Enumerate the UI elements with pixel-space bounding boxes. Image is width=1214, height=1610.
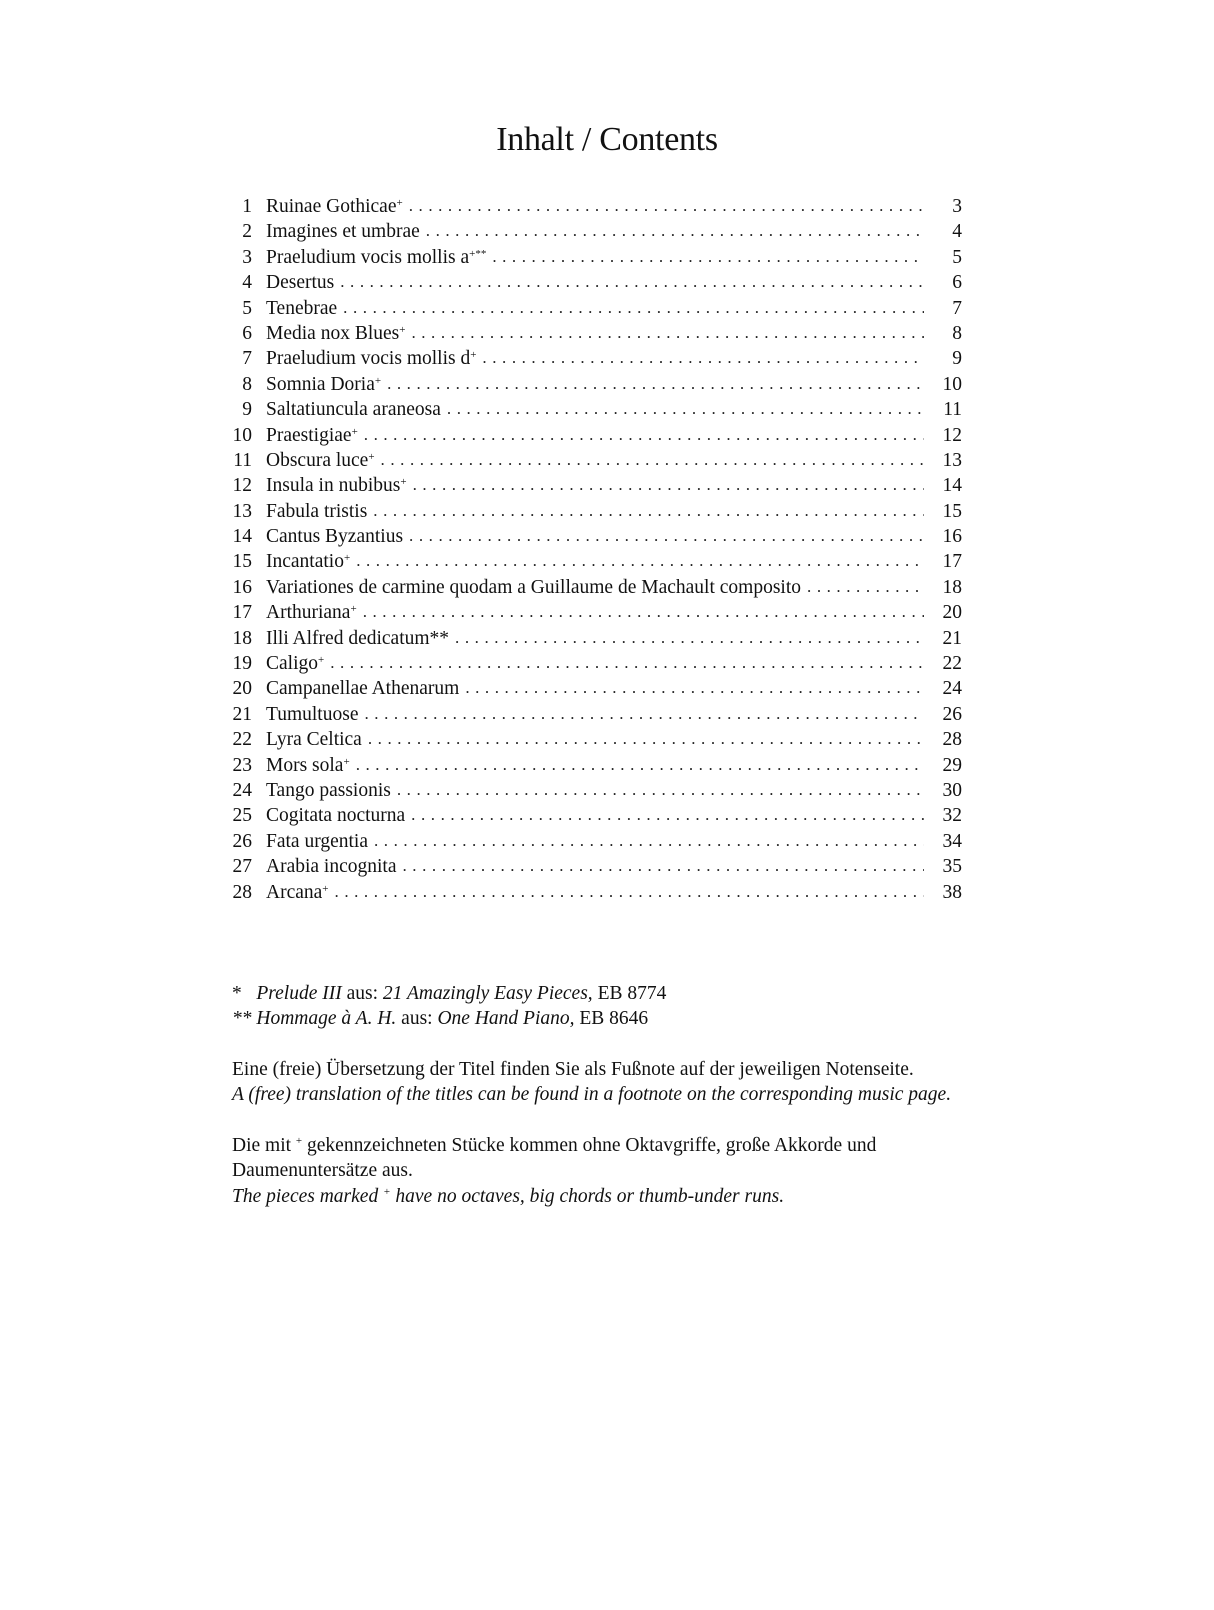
toc-leader-dots	[411, 802, 924, 827]
toc-entry	[232, 448, 962, 473]
toc-entry-mark: +	[351, 425, 358, 438]
toc-entry-title	[266, 575, 801, 600]
toc-entry-mark: +	[318, 654, 325, 667]
toc-entry-page: 24	[942, 678, 962, 700]
toc-entry	[232, 600, 962, 625]
toc-entry-title-text: Tango passionis	[266, 779, 391, 801]
footnote-code: EB 8774	[597, 983, 667, 1004]
toc-leader-dots	[368, 726, 924, 751]
toc-entry-number: 3	[242, 246, 252, 268]
toc-entry-number: 7	[242, 348, 252, 370]
toc-entry	[232, 651, 962, 676]
toc-entry-number: 18	[232, 627, 252, 649]
toc-entry-title-text: Fata urgentia	[266, 830, 368, 852]
toc-entry-number: 2	[242, 221, 252, 243]
footnote-source: 21 Amazingly Easy Pieces,	[382, 983, 593, 1004]
toc-entry-mark: +	[470, 349, 477, 362]
toc-entry-title	[266, 296, 337, 321]
toc-entry-title	[266, 803, 405, 828]
toc-entry-title	[266, 524, 403, 549]
toc-entry-title-text: Praeludium vocis mollis d	[266, 348, 471, 370]
toc-entry-mark: +	[399, 323, 406, 336]
marked-pieces-note	[232, 1133, 972, 1209]
toc-entry	[232, 575, 962, 600]
toc-leader-dots	[364, 701, 924, 726]
toc-entry-page: 28	[942, 729, 962, 751]
toc-entry-title	[266, 219, 420, 244]
toc-entry-number: 12	[232, 475, 252, 497]
toc-leader-dots	[381, 447, 924, 472]
plus-mark: +	[383, 1185, 391, 1198]
toc-entry-title-text: Praestigiae	[266, 424, 352, 446]
toc-entry-mark: +	[350, 603, 357, 616]
toc-entry-page: 5	[952, 246, 962, 268]
footnote-aus: aus:	[401, 1008, 433, 1030]
plus-mark: +	[295, 1135, 303, 1147]
toc-entry-title	[266, 499, 367, 524]
toc-entry-title	[266, 727, 362, 752]
toc-entry-number: 24	[232, 779, 252, 801]
toc-entry-number: 6	[242, 322, 252, 344]
toc-leader-dots	[397, 777, 924, 802]
marked-note-de-before: Die mit	[232, 1135, 292, 1156]
toc-entry-title-text: Media nox Blues	[266, 322, 400, 344]
toc-entry-mark: +	[322, 882, 329, 895]
footnote-work: Hommage à A. H.	[256, 1008, 397, 1030]
toc-entry-mark: +**	[469, 247, 487, 260]
toc-entry-title	[266, 829, 368, 854]
toc-entry-number: 23	[232, 754, 252, 776]
translation-note-de: Eine (freie) Übersetzung der Titel finden Sie als Fußnote auf der jeweiligen Notenseite.	[232, 1059, 914, 1080]
marked-note-en-after: have no octaves, big chords or thumb-under runs.	[395, 1185, 785, 1207]
toc-entry-page: 7	[952, 297, 962, 319]
toc-entry-page: 11	[943, 399, 962, 421]
toc-entry-page: 15	[942, 500, 962, 522]
footnote-marker: **	[232, 1008, 252, 1030]
toc-entry-page: 38	[942, 881, 962, 903]
toc-entry	[232, 727, 962, 752]
toc-entry-title	[266, 346, 476, 371]
toc-entry-page: 13	[942, 449, 962, 471]
toc-entry-page: 14	[942, 475, 962, 497]
toc-entry-number: 4	[242, 272, 252, 294]
toc-entry-number: 13	[232, 500, 252, 522]
toc-leader-dots	[373, 498, 924, 523]
toc-leader-dots	[374, 828, 924, 853]
translation-note	[232, 1057, 972, 1108]
toc-entry-mark: +	[396, 197, 403, 209]
toc-entry-title-text: Obscura luce	[266, 449, 369, 471]
footnote-marker: *	[232, 983, 242, 1004]
toc-entry-title	[266, 778, 391, 803]
toc-entry-number: 1	[242, 196, 252, 217]
toc-entry-number: 21	[232, 703, 252, 725]
toc-entry-title	[266, 270, 334, 295]
toc-entry	[232, 803, 962, 828]
toc-entry	[232, 423, 962, 448]
table-of-contents	[232, 194, 962, 905]
toc-entry-page: 8	[952, 322, 962, 344]
toc-entry-title	[266, 626, 449, 651]
toc-entry	[232, 829, 962, 854]
toc-entry-mark: +	[343, 755, 350, 768]
toc-entry-number: 20	[232, 678, 252, 700]
toc-entry-number: 27	[232, 856, 252, 878]
toc-entry-page: 9	[952, 348, 962, 370]
toc-entry	[232, 626, 962, 651]
toc-entry-number: 25	[232, 805, 252, 827]
toc-entry-mark: +	[368, 450, 375, 463]
page-title: Inhalt / Contents	[496, 121, 718, 158]
toc-entry-page: 22	[942, 653, 962, 675]
toc-leader-dots	[455, 625, 924, 650]
toc-leader-dots	[356, 548, 924, 573]
toc-entry-title-text: Mors sola	[266, 754, 344, 776]
toc-entry-title-text: Imagines et umbrae	[266, 221, 420, 243]
toc-entry-mark: +	[343, 552, 351, 565]
toc-leader-dots	[343, 295, 924, 320]
toc-entry-title	[266, 245, 486, 270]
toc-entry	[232, 346, 962, 371]
toc-entry-title-text: Campanellae Athenarum	[266, 678, 460, 700]
toc-entry-title-text: Ruinae Gothicae	[266, 196, 397, 217]
toc-entry-page: 17	[942, 551, 962, 573]
toc-entry-title	[266, 423, 358, 448]
toc-leader-dots	[363, 599, 924, 624]
footnote-2	[232, 1006, 962, 1031]
toc-entry-title	[266, 600, 357, 625]
toc-entry	[232, 372, 962, 397]
toc-entry-number: 16	[232, 576, 252, 598]
toc-entry-number: 11	[233, 449, 252, 471]
toc-entry-number: 19	[232, 653, 252, 675]
toc-entry	[232, 473, 962, 498]
toc-entry-title-text: Cogitata nocturna	[266, 805, 406, 827]
toc-entry-title	[266, 651, 324, 676]
toc-entry-title	[266, 854, 397, 879]
toc-entry	[232, 753, 962, 778]
toc-entry	[232, 702, 962, 727]
toc-leader-dots	[409, 193, 924, 218]
toc-entry-title	[266, 372, 381, 397]
toc-entry	[232, 296, 962, 321]
toc-entry-page: 29	[942, 754, 962, 776]
marked-note-de-after: gekennzeichneten Stücke kommen ohne Oktavgriffe, große Akkorde und Daumenuntersätze aus.	[232, 1135, 877, 1182]
toc-entry-title-text: Lyra Celtica	[266, 729, 362, 751]
toc-entry	[232, 854, 962, 879]
toc-leader-dots	[426, 218, 924, 243]
toc-entry	[232, 880, 962, 905]
toc-entry	[232, 321, 962, 346]
toc-entry-number: 26	[232, 830, 252, 852]
toc-entry-title	[266, 676, 459, 701]
translation-note-en: A (free) translation of the titles can be found in a footnote on the corresponding music page.	[232, 1084, 952, 1106]
toc-leader-dots	[492, 244, 924, 269]
toc-entry-title-text: Praeludium vocis mollis a	[266, 246, 470, 268]
toc-entry-number: 5	[242, 297, 252, 319]
toc-entry-title	[266, 702, 358, 727]
footnote-work: Prelude III	[256, 983, 342, 1004]
toc-entry-title	[266, 549, 350, 574]
toc-entry-title	[266, 880, 329, 905]
toc-leader-dots	[364, 422, 924, 447]
toc-entry-page: 16	[942, 526, 962, 548]
toc-entry	[232, 676, 962, 701]
toc-entry-title-text: Cantus Byzantius	[266, 526, 404, 548]
toc-entry-title-text: Arthuriana	[266, 602, 351, 624]
toc-leader-dots	[409, 523, 924, 548]
toc-entry-title-text: Illi Alfred dedicatum**	[266, 627, 450, 649]
marked-note-de	[232, 1133, 972, 1184]
toc-leader-dots	[807, 574, 924, 599]
toc-entry-title	[266, 448, 375, 473]
toc-entry-title-text: Caligo	[266, 653, 318, 675]
toc-entry-title-text: Arcana	[266, 881, 323, 903]
toc-entry-page: 34	[942, 830, 962, 852]
toc-entry-title-text: Saltatiuncula araneosa	[266, 399, 441, 421]
toc-entry	[232, 194, 962, 219]
toc-entry-mark: +	[400, 476, 407, 489]
toc-leader-dots	[387, 371, 924, 396]
marked-note-en-before: The pieces marked	[232, 1185, 379, 1207]
toc-entry-title	[266, 397, 441, 422]
toc-entry	[232, 219, 962, 244]
toc-entry-number: 28	[232, 881, 252, 903]
toc-entry-number: 10	[232, 424, 252, 446]
toc-entry	[232, 499, 962, 524]
footnote-code: EB 8646	[579, 1008, 649, 1030]
toc-entry-number: 17	[232, 602, 252, 624]
toc-entry	[232, 524, 962, 549]
toc-leader-dots	[411, 320, 924, 345]
toc-entry-title-text: Arabia incognita	[266, 856, 397, 878]
toc-entry-title-text: Variationes de carmine quodam a Guillaume de Machault composito	[266, 576, 802, 598]
footnote-aus: aus:	[346, 983, 379, 1004]
toc-leader-dots	[330, 650, 924, 675]
toc-entry-title-text: Tenebrae	[266, 297, 338, 319]
toc-leader-dots	[447, 396, 924, 421]
toc-entry-page: 26	[942, 703, 962, 725]
toc-leader-dots	[340, 269, 924, 294]
toc-entry-number: 14	[232, 526, 252, 548]
toc-entry-page: 12	[942, 424, 962, 446]
footnote-source: One Hand Piano,	[437, 1008, 575, 1030]
toc-entry	[232, 397, 962, 422]
footnotes	[232, 981, 962, 1032]
toc-entry	[232, 245, 962, 270]
toc-entry-title-text: Fabula tristis	[266, 500, 368, 522]
toc-entry-title-text: Desertus	[266, 272, 335, 294]
toc-entry-page: 4	[952, 221, 962, 243]
toc-entry-title-text: Incantatio	[266, 551, 344, 573]
toc-entry-page: 20	[942, 602, 962, 624]
toc-leader-dots	[413, 472, 924, 497]
toc-entry-page: 3	[952, 196, 962, 217]
toc-entry-title-text: Somnia Doria	[266, 373, 375, 395]
toc-entry-page: 10	[942, 373, 962, 395]
toc-entry-page: 35	[942, 856, 962, 878]
toc-leader-dots	[465, 675, 924, 700]
toc-entry-page: 18	[942, 576, 962, 598]
toc-entry-page: 21	[942, 627, 962, 649]
toc-entry	[232, 778, 962, 803]
toc-leader-dots	[356, 752, 924, 777]
toc-leader-dots	[403, 853, 925, 878]
toc-entry	[232, 549, 962, 574]
toc-entry-title	[266, 753, 350, 778]
toc-entry-page: 30	[942, 779, 962, 801]
toc-entry	[232, 270, 962, 295]
toc-leader-dots	[482, 345, 924, 370]
toc-entry-number: 15	[232, 551, 252, 573]
toc-entry-title	[266, 321, 405, 346]
toc-entry-title-text: Insula in nubibus	[266, 475, 401, 497]
marked-note-en	[232, 1184, 972, 1209]
toc-entry-number: 22	[232, 729, 252, 751]
toc-entry-title	[266, 194, 403, 219]
toc-entry-number: 8	[242, 373, 252, 395]
toc-entry-page: 32	[942, 805, 962, 827]
toc-entry-page: 6	[952, 272, 962, 294]
toc-leader-dots	[335, 879, 924, 904]
toc-entry-title	[266, 473, 407, 498]
toc-entry-number: 9	[242, 399, 252, 421]
toc-entry-title-text: Tumultuose	[266, 703, 359, 725]
toc-entry-mark: +	[374, 374, 382, 387]
footnote-1	[232, 981, 962, 1006]
